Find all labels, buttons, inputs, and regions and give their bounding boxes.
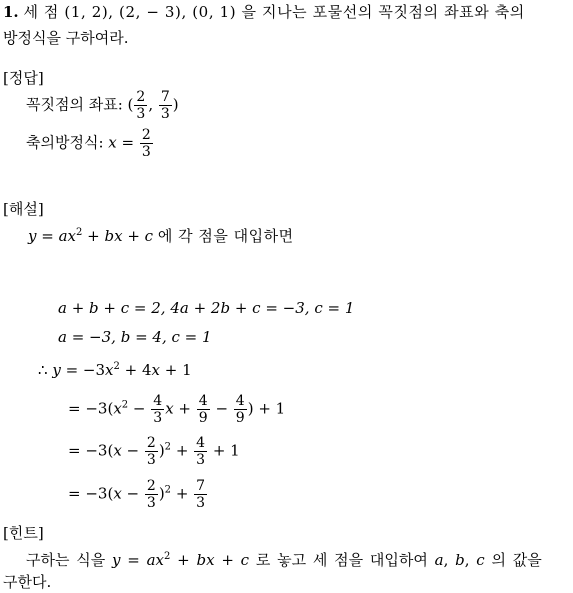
frac-4-9-a: $\frac{4}{9}$ bbox=[198, 393, 208, 426]
problem-line-2 bbox=[3, 28, 128, 48]
axis-eq-lhs: x = bbox=[108, 133, 135, 152]
solution-heading: [해설] bbox=[3, 200, 44, 218]
axis-label: 축의방정식: bbox=[26, 133, 104, 152]
frac-4-9-b: $\frac{4}{9}$ bbox=[235, 393, 245, 426]
equation-1: a + b + c = 2, 4a + 2b + c = −3, c = 1 bbox=[58, 299, 355, 317]
problem-text-1: 세 점 (1, 2), (2, − 3), (0, 1) 을 지나는 포물선의 꼭짓점의 좌표와 축의 bbox=[23, 3, 525, 21]
vertex-label: 꼭짓점의 좌표: bbox=[26, 95, 123, 114]
frac-2-3-b: $\frac{2}{3}$ bbox=[146, 478, 156, 511]
vertex-x-fraction: $\frac{2}{3}$ bbox=[136, 89, 146, 122]
axis-line bbox=[26, 128, 154, 159]
hint-heading: [힌트] bbox=[3, 524, 44, 542]
problem-number: 1. bbox=[3, 3, 19, 21]
hint-text-a: 구하는 식을 bbox=[26, 551, 106, 569]
answer-heading: [정답] bbox=[3, 69, 44, 87]
vertex-y-fraction: $\frac{7}{3}$ bbox=[160, 89, 170, 122]
solution-intro-text: 에 각 점을 대입하면 bbox=[157, 227, 294, 245]
hint-line-2: 구한다. bbox=[3, 573, 52, 591]
hint-text-c: 의 값을 bbox=[491, 551, 542, 569]
solution-intro: $y = ax^2$ + bx + c 에 각 점을 대입하면 bbox=[28, 227, 294, 245]
hint-text-b: 로 놓고 세 점을 대입하여 bbox=[255, 551, 428, 569]
equation-2: a = −3, b = 4, c = 1 bbox=[58, 328, 212, 346]
equation-3: ∴ $y = -3x^2 + 4x + 1$ bbox=[38, 361, 192, 379]
therefore-symbol: ∴ bbox=[38, 361, 48, 379]
frac-4-3: $\frac{4}{3}$ bbox=[153, 393, 163, 426]
vertex-line: 꼭짓점의 좌표: ( $\frac{2}{3}$ , $\frac{7}{3}$ ) bbox=[26, 89, 179, 122]
equation-5: = −3(x − $\frac{2}{3}$ )$^2$ + $\frac{4}{3}$ + 1 bbox=[68, 435, 240, 468]
frac-7-3: $\frac{7}{3}$ bbox=[196, 478, 206, 511]
problem-line-1 bbox=[3, 2, 572, 22]
frac-4-3-b: $\frac{4}{3}$ bbox=[196, 435, 206, 468]
hint-line-1: 구하는 식을 $y = ax^2$ + bx + c 로 놓고 세 점을 대입하여 a, b, c 의 값을 bbox=[26, 551, 542, 569]
axis-x-fraction: $\frac{2}{3}$ bbox=[141, 127, 151, 160]
equation-6: = −3(x − $\frac{2}{3}$ )$^2$ + $\frac{7}{3}$ bbox=[68, 478, 206, 511]
equation-4: = $-3(x^2$ − $\frac{4}{3}$ x + $\frac{4}{9}$ − $\frac{4}{9}$ ) + 1 bbox=[68, 393, 286, 426]
frac-2-3-a: $\frac{2}{3}$ bbox=[146, 435, 156, 468]
problem-text-2: 방정식을 구하여라. bbox=[3, 29, 129, 47]
